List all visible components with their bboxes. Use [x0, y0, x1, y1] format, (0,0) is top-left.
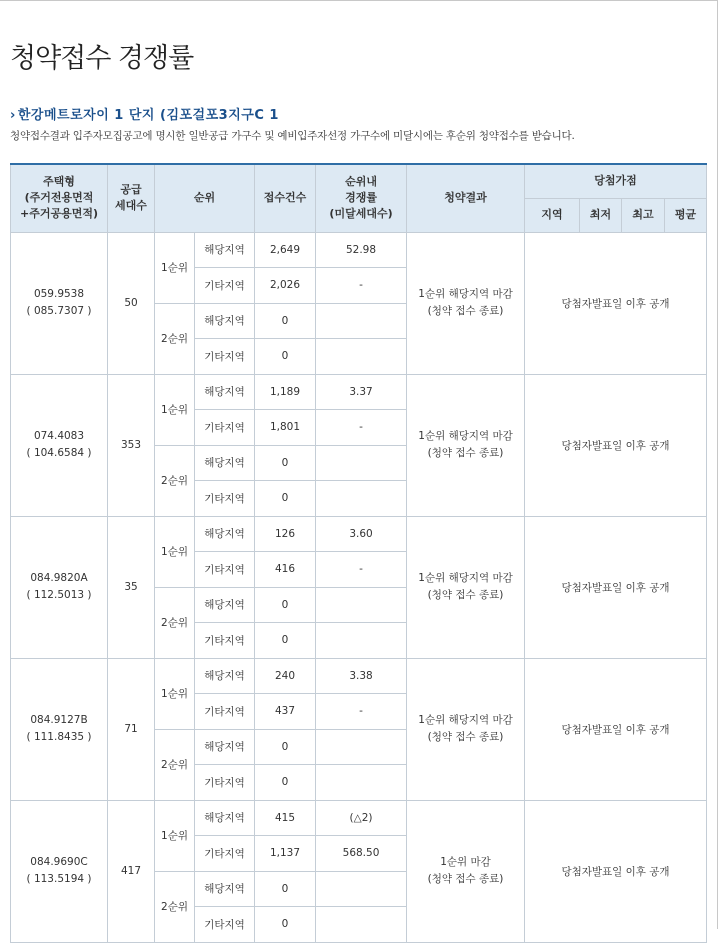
region-cell: 해당지역: [195, 871, 255, 907]
region-cell: 기타지역: [195, 694, 255, 730]
result-line2: (청약 접수 종료): [427, 589, 504, 601]
region-cell: 해당지역: [195, 729, 255, 765]
rank-cell: 1순위: [155, 374, 195, 445]
table-row: [11, 658, 707, 694]
region-cell: 해당지역: [195, 232, 255, 268]
ratio-cell: [316, 445, 407, 481]
score-cell: 당첨자발표일 이후 공개: [525, 374, 707, 516]
header-score-min: 최저: [580, 198, 622, 232]
score-cell: 당첨자발표일 이후 공개: [525, 800, 707, 942]
house-type-cell: [11, 800, 108, 942]
house-type: 074.4083: [33, 430, 85, 442]
supply-cell: 50: [108, 232, 155, 374]
header-supply: [108, 164, 155, 232]
house-type-cell: [11, 232, 108, 374]
region-cell: 기타지역: [195, 268, 255, 304]
region-cell: 기타지역: [195, 836, 255, 872]
house-type: 059.9538: [33, 288, 85, 300]
result-cell: [407, 800, 525, 942]
ratio-cell: [316, 303, 407, 339]
table-row: [11, 516, 707, 552]
header-applications: 접수건수: [255, 164, 316, 232]
count-cell: 0: [255, 481, 316, 517]
region-cell: 해당지역: [195, 374, 255, 410]
ratio-cell: 52.98: [316, 232, 407, 268]
count-cell: 2,026: [255, 268, 316, 304]
rank-cell: 2순위: [155, 729, 195, 800]
header-score-avg: 평균: [665, 198, 707, 232]
rank-cell: 2순위: [155, 303, 195, 374]
score-cell: 당첨자발표일 이후 공개: [525, 658, 707, 800]
page-title: 청약접수 경쟁률: [10, 43, 194, 74]
header-score-region: 지역: [525, 198, 580, 232]
header-score: 당첨가점: [525, 164, 707, 198]
region-cell: 기타지역: [195, 765, 255, 801]
ratio-cell: 3.38: [316, 658, 407, 694]
region-cell: 해당지역: [195, 303, 255, 339]
house-area: ( 113.5194 ): [26, 873, 92, 885]
complex-name: [10, 104, 279, 123]
result-line1: 1순위 해당지역 마감: [418, 430, 513, 442]
count-cell: 2,649: [255, 232, 316, 268]
result-line2: (청약 접수 종료): [427, 731, 504, 743]
count-cell: 0: [255, 765, 316, 801]
ratio-cell: -: [316, 268, 407, 304]
result-line1: 1순위 해당지역 마감: [418, 288, 513, 300]
count-cell: 126: [255, 516, 316, 552]
ratio-cell: [316, 729, 407, 765]
rank-cell: 2순위: [155, 445, 195, 516]
header-supply-l1: 공급: [120, 183, 142, 197]
result-cell: [407, 658, 525, 800]
header-ratio: [316, 164, 407, 232]
house-area: ( 104.6584 ): [26, 447, 92, 459]
result-line2: (청약 접수 종료): [427, 447, 504, 459]
count-cell: 0: [255, 729, 316, 765]
result-line2: (청약 접수 종료): [427, 305, 504, 317]
notice-text: 청약접수결과 입주자모집공고에 명시한 일반공급 가구수 및 예비입주자선정 가구수에 미달시에는 후순위 청약접수를 받습니다.: [10, 130, 575, 142]
count-cell: 0: [255, 339, 316, 375]
region-cell: 해당지역: [195, 658, 255, 694]
region-cell: 해당지역: [195, 800, 255, 836]
table-row: [11, 800, 707, 836]
region-cell: 기타지역: [195, 623, 255, 659]
rank-cell: 2순위: [155, 587, 195, 658]
house-area: ( 111.8435 ): [26, 731, 92, 743]
supply-cell: 417: [108, 800, 155, 942]
header-score-max: 최고: [622, 198, 665, 232]
house-area: ( 112.5013 ): [26, 589, 92, 601]
table-row: [11, 232, 707, 268]
result-line1: 1순위 해당지역 마감: [418, 572, 513, 584]
header-ratio-l2: 경쟁률: [345, 191, 377, 205]
house-type-cell: [11, 516, 108, 658]
house-area: ( 085.7307 ): [26, 305, 92, 317]
score-cell: 당첨자발표일 이후 공개: [525, 516, 707, 658]
region-cell: 기타지역: [195, 552, 255, 588]
ratio-cell: 3.60: [316, 516, 407, 552]
region-cell: 기타지역: [195, 907, 255, 943]
header-house-type-l3: +주거공용면적): [20, 207, 98, 221]
ratio-cell: [316, 587, 407, 623]
ratio-cell: [316, 907, 407, 943]
count-cell: 0: [255, 907, 316, 943]
result-cell: [407, 232, 525, 374]
count-cell: 0: [255, 587, 316, 623]
header-rank: 순위: [155, 164, 255, 232]
result-cell: [407, 516, 525, 658]
ratio-cell: -: [316, 694, 407, 730]
ratio-cell: [316, 871, 407, 907]
result-line1: 1순위 마감: [440, 856, 491, 868]
count-cell: 415: [255, 800, 316, 836]
count-cell: 1,137: [255, 836, 316, 872]
header-supply-l2: 세대수: [115, 199, 147, 213]
region-cell: 해당지역: [195, 587, 255, 623]
ratio-cell: -: [316, 410, 407, 446]
header-house-type: [11, 164, 108, 232]
bullet-arrow-icon: ›: [10, 108, 16, 123]
rank-cell: 2순위: [155, 871, 195, 942]
ratio-cell: [316, 481, 407, 517]
supply-cell: 35: [108, 516, 155, 658]
house-type: 084.9127B: [30, 714, 88, 726]
ratio-cell: (△2): [316, 800, 407, 836]
result-cell: [407, 374, 525, 516]
supply-cell: 71: [108, 658, 155, 800]
rank-cell: 1순위: [155, 232, 195, 303]
competition-table: [10, 163, 707, 943]
ratio-cell: -: [316, 552, 407, 588]
count-cell: 0: [255, 303, 316, 339]
count-cell: 240: [255, 658, 316, 694]
count-cell: 1,801: [255, 410, 316, 446]
rank-cell: 1순위: [155, 516, 195, 587]
count-cell: 416: [255, 552, 316, 588]
ratio-cell: [316, 623, 407, 659]
ratio-cell: 568.50: [316, 836, 407, 872]
table-row: [11, 374, 707, 410]
region-cell: 기타지역: [195, 410, 255, 446]
header-house-type-l1: 주택형: [43, 175, 75, 189]
region-cell: 기타지역: [195, 339, 255, 375]
header-result: 청약결과: [407, 164, 525, 232]
house-type: 084.9820A: [30, 572, 88, 584]
ratio-cell: [316, 765, 407, 801]
header-ratio-l3: (미달세대수): [329, 207, 393, 221]
house-type-cell: [11, 658, 108, 800]
rank-cell: 1순위: [155, 800, 195, 871]
supply-cell: 353: [108, 374, 155, 516]
region-cell: 해당지역: [195, 516, 255, 552]
rank-cell: 1순위: [155, 658, 195, 729]
count-cell: 1,189: [255, 374, 316, 410]
table-body: [11, 232, 707, 942]
count-cell: 437: [255, 694, 316, 730]
header-house-type-l2: (주거전용면적: [24, 191, 94, 205]
score-cell: 당첨자발표일 이후 공개: [525, 232, 707, 374]
header-ratio-l1: 순위내: [345, 175, 377, 189]
region-cell: 해당지역: [195, 445, 255, 481]
ratio-cell: [316, 339, 407, 375]
region-cell: 기타지역: [195, 481, 255, 517]
ratio-cell: 3.37: [316, 374, 407, 410]
result-line2: (청약 접수 종료): [427, 873, 504, 885]
count-cell: 0: [255, 623, 316, 659]
count-cell: 0: [255, 445, 316, 481]
complex-name-text: 한강메트로자이 1 단지 (김포걸포3지구C 1: [17, 108, 279, 123]
result-line1: 1순위 해당지역 마감: [418, 714, 513, 726]
count-cell: 0: [255, 871, 316, 907]
house-type-cell: [11, 374, 108, 516]
house-type: 084.9690C: [30, 856, 88, 868]
